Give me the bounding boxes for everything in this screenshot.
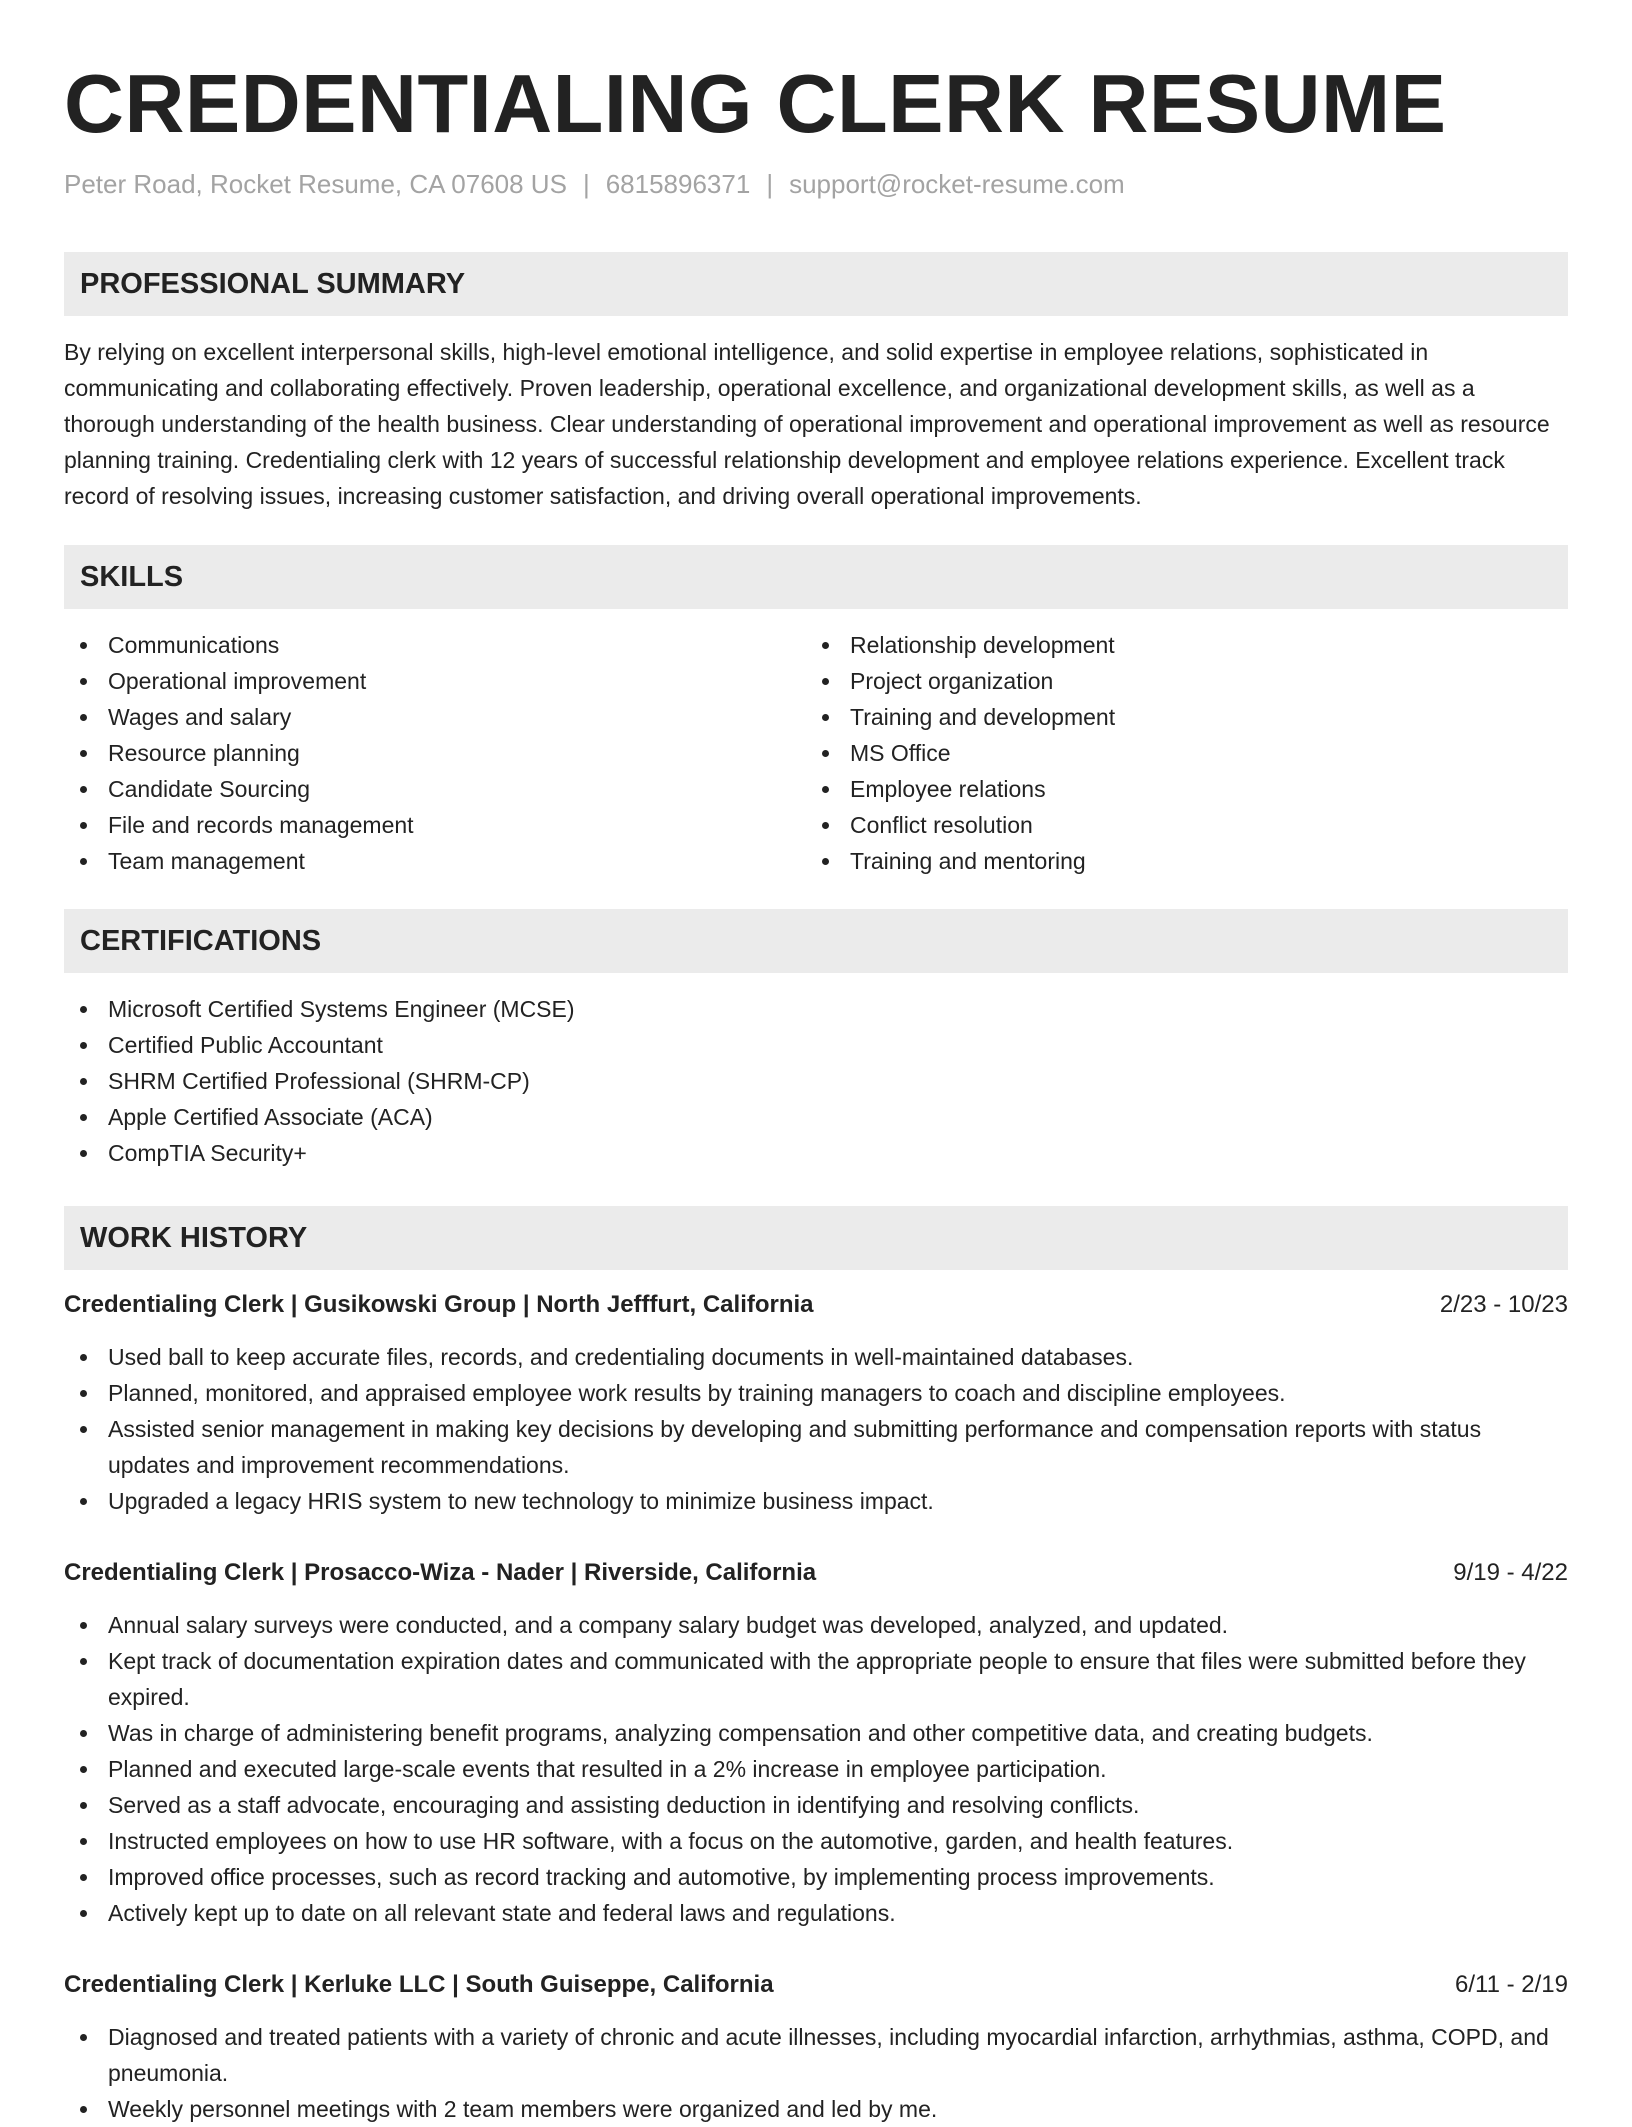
- certification-item: Certified Public Accountant: [64, 1027, 1064, 1063]
- job-header: [64, 1555, 1568, 1591]
- section-header-work-history: [64, 1206, 1568, 1270]
- job-title: Credentialing Clerk | Gusikowski Group | North Jefffurt, California: [64, 1291, 814, 1318]
- job-bullet: Upgraded a legacy HRIS system to new technology to minimize business impact.: [64, 1483, 1568, 1519]
- skill-item: Operational improvement: [64, 663, 764, 699]
- resume-title: CREDENTIALING CLERK RESUME: [64, 57, 1447, 150]
- contact-address: Peter Road, Rocket Resume, CA 07608 US: [64, 169, 567, 199]
- job-bullet: Planned, monitored, and appraised employee work results by training managers to coach and discipline employees.: [64, 1375, 1568, 1411]
- section-header-summary: [64, 252, 1568, 316]
- contact-phone: 6815896371: [605, 169, 751, 199]
- certification-item: Microsoft Certified Systems Engineer (MCSE): [64, 991, 1064, 1027]
- certification-item: CompTIA Security+: [64, 1135, 1064, 1171]
- job-title: Credentialing Clerk | Kerluke LLC | South Guiseppe, California: [64, 1971, 774, 1998]
- section-title: PROFESSIONAL SUMMARY: [80, 268, 466, 300]
- skill-item: Relationship development: [806, 627, 1506, 663]
- skills-list-right: [806, 627, 1506, 879]
- job-dates: 9/19 - 4/22: [1453, 1559, 1568, 1586]
- job-bullets: [64, 1607, 1568, 1931]
- skill-item: Employee relations: [806, 771, 1506, 807]
- job-bullet: Kept track of documentation expiration dates and communicated with the appropriate people to ensure that files were submitted before they expired.: [64, 1643, 1568, 1715]
- job-bullet: Was in charge of administering benefit programs, analyzing compensation and other competitive data, and creating budgets.: [64, 1715, 1568, 1751]
- section-header-skills: [64, 545, 1568, 609]
- contact-email: support@rocket-resume.com: [789, 169, 1125, 199]
- section-title: CERTIFICATIONS: [80, 925, 322, 957]
- job-header: [64, 1967, 1568, 2003]
- job-bullet: Instructed employees on how to use HR software, with a focus on the automotive, garden, and health features.: [64, 1823, 1568, 1859]
- certification-item: SHRM Certified Professional (SHRM-CP): [64, 1063, 1064, 1099]
- section-title: SKILLS: [80, 561, 184, 593]
- skill-item: Resource planning: [64, 735, 764, 771]
- skills-list-left: [64, 627, 764, 879]
- certifications-list: [64, 991, 1064, 1171]
- job-header: [64, 1287, 1568, 1323]
- skill-item: Training and development: [806, 699, 1506, 735]
- job-bullet: Assisted senior management in making key decisions by developing and submitting performance and compensation reports with status updates and improvement recommendations.: [64, 1411, 1568, 1483]
- skill-item: File and records management: [64, 807, 764, 843]
- job-bullet: Planned and executed large-scale events that resulted in a 2% increase in employee participation.: [64, 1751, 1568, 1787]
- job-bullets: [64, 1339, 1568, 1519]
- skill-item: Candidate Sourcing: [64, 771, 764, 807]
- contact-separator: |: [766, 169, 774, 199]
- skill-item: Communications: [64, 627, 764, 663]
- job-bullets: [64, 2019, 1568, 2127]
- section-header-certifications: [64, 909, 1568, 973]
- job-dates: 6/11 - 2/19: [1455, 1971, 1568, 1998]
- job-bullet: Actively kept up to date on all relevant state and federal laws and regulations.: [64, 1895, 1568, 1931]
- job-bullet: Diagnosed and treated patients with a variety of chronic and acute illnesses, including myocardial infarction, arrhythmias, asthma, COPD, and pneumonia.: [64, 2019, 1568, 2091]
- job-bullet: Annual salary surveys were conducted, and a company salary budget was developed, analyzed, and updated.: [64, 1607, 1568, 1643]
- skill-item: Project organization: [806, 663, 1506, 699]
- section-title: WORK HISTORY: [80, 1222, 308, 1254]
- job-dates: 2/23 - 10/23: [1439, 1291, 1568, 1318]
- job-bullet: Served as a staff advocate, encouraging and assisting deduction in identifying and resolving conflicts.: [64, 1787, 1568, 1823]
- skill-item: Team management: [64, 843, 764, 879]
- skill-item: Training and mentoring: [806, 843, 1506, 879]
- certification-item: Apple Certified Associate (ACA): [64, 1099, 1064, 1135]
- contact-line: [64, 166, 1125, 202]
- job-bullet: Used ball to keep accurate files, records, and credentialing documents in well-maintained databases.: [64, 1339, 1568, 1375]
- summary-text: By relying on excellent interpersonal skills, high-level emotional intelligence, and solid expertise in employee relations, sophisticated in communicating and collaborating effectively. Proven leadership, operational excellence, and organizational development skills, as well as a thorough understanding of the health business. Clear understanding of operational improvement and operational improvement as well as resource planning training. Credentialing clerk with 12 years of successful relationship development and employee relations experience. Excellent track record of resolving issues, increasing customer satisfaction, and driving overall operational improvements.: [64, 339, 1550, 509]
- skill-item: Conflict resolution: [806, 807, 1506, 843]
- skill-item: MS Office: [806, 735, 1506, 771]
- contact-separator: |: [582, 169, 590, 199]
- job-bullet: Improved office processes, such as record tracking and automotive, by implementing process improvements.: [64, 1859, 1568, 1895]
- skill-item: Wages and salary: [64, 699, 764, 735]
- job-bullet: Weekly personnel meetings with 2 team members were organized and led by me.: [64, 2091, 1568, 2127]
- job-title: Credentialing Clerk | Prosacco-Wiza - Nader | Riverside, California: [64, 1559, 817, 1586]
